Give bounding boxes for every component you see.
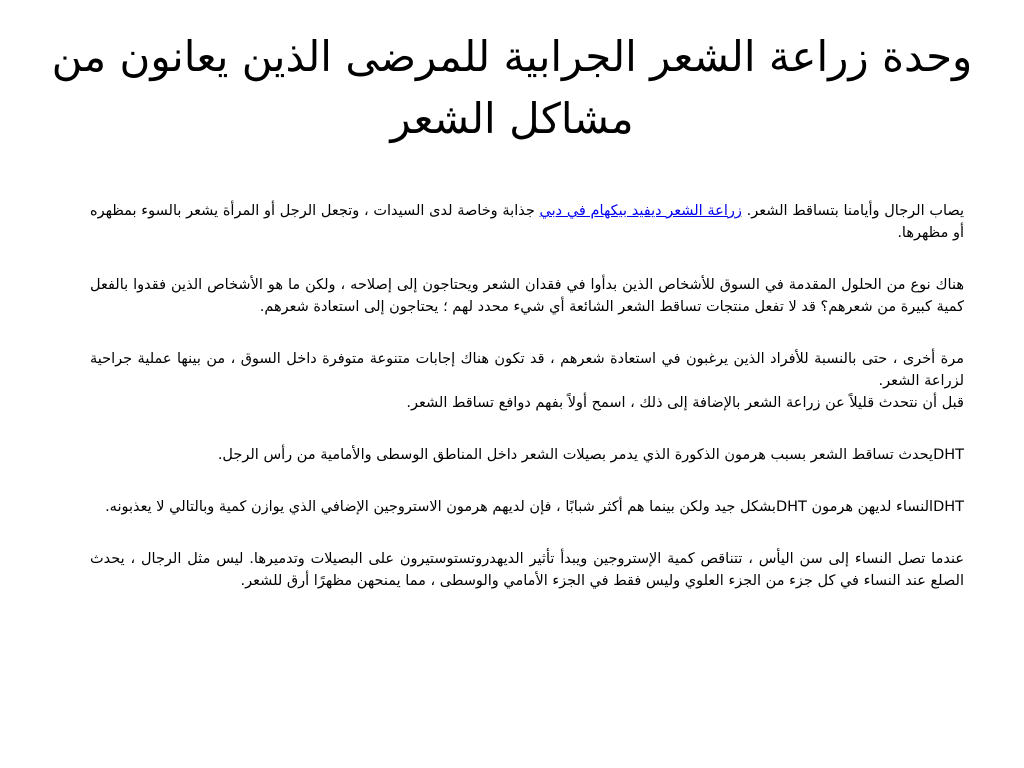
paragraph-3: مرة أخرى ، حتى بالنسبة للأفراد الذين يرغبون في استعادة شعرهم ، قد تكون هناك إجابات متنوعة متوفرة داخل السوق ، من بينها عملية جراحية لزراعة الشعر.	[90, 351, 964, 389]
paragraph-7: عندما تصل النساء إلى سن اليأس ، تتناقص كمية الإستروجين ويبدأ تأثير الديهدروتستوستيرون على البصيلات وتدميرها. ليس مثل الرجال ، يحدث الصلع عند النساء في كل جزء من الجزء العلوي وليس فقط في الجزء الأمامي والوسطى ، مما يمنحهن مظهرًا أرق للشعر.	[90, 551, 964, 589]
paragraph-2: هناك نوع من الحلول المقدمة في السوق للأشخاص الذين بدأوا في فقدان الشعر ويحتاجون إلى إصلاحه ، ولكن ما هو الأشخاص الذين فقدوا بالفعل كمية كبيرة من شعرهم؟ قد لا تفعل منتجات تساقط الشعر الشائعة أي شيء محدد لهم ؛ يحتاجون إلى استعادة شعرهم.	[90, 277, 964, 315]
slide-title: وحدة زراعة الشعر الجرابية للمرضى الذين يعانون من مشاكل الشعر	[51, 32, 973, 143]
paragraph-6: DHTالنساء لديهن هرمون DHTبشكل جيد ولكن بينما هم أكثر شبابًا ، فإن لديهم هرمون الاستروجين الإضافي الذي يوازن كمية وبالتالي لا يعذبونه.	[105, 499, 964, 515]
paragraph-1	[90, 200, 964, 244]
paragraph-1-text-after: جذابة وخاصة لدى السيدات ، وتجعل الرجل أو المرأة يشعر بالسوء بمظهره أو مظهرها.	[90, 203, 964, 241]
paragraph-1-text: يصاب الرجال وأيامنا بتساقط الشعر.	[741, 203, 964, 219]
paragraph-4: قبل أن نتحدث قليلاً عن زراعة الشعر بالإضافة إلى ذلك ، اسمح أولاً بفهم دوافع تساقط الشعر.	[406, 395, 964, 411]
slide-body	[90, 200, 964, 592]
paragraph-5: DHTيحدث تساقط الشعر بسبب هرمون الذكورة الذي يدمر بصيلات الشعر داخل المناطق الوسطى والأمامية من رأس الرجل.	[217, 447, 964, 463]
hair-transplant-link[interactable]: زراعة الشعر ديفيد بيكهام في دبي	[539, 203, 742, 219]
